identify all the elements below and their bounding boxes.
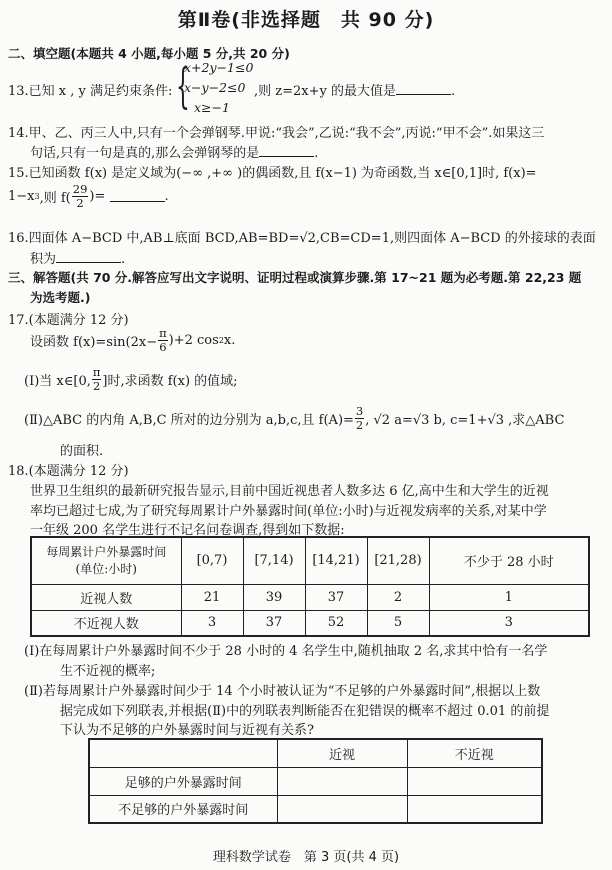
row-label: 近视人数 bbox=[31, 584, 181, 610]
q13-condition-3: x≥−1 bbox=[194, 100, 230, 115]
q15-line-1: 15.已知函数 f(x) 是定义域为(−∞ ,+∞ )的偶函数,且 f(x−1) 为奇函数,当 x∈[0,1]时, f(x)= bbox=[8, 166, 537, 181]
denominator: 2 bbox=[76, 195, 84, 210]
table-row bbox=[31, 584, 589, 610]
numerator: 29 bbox=[72, 182, 88, 196]
denominator: 2 bbox=[355, 417, 364, 432]
column-header: [0,7) bbox=[181, 537, 243, 584]
page-footer: 理科数学试卷 第 3 页(共 4 页) bbox=[212, 850, 400, 865]
q18-part-1-line-2: 生不近视的概率; bbox=[60, 664, 156, 679]
q17-text: , √2 a=√3 b, c=1+√3 ,求△ABC bbox=[365, 412, 565, 428]
section-heading-solutions-2: 为选考题.) bbox=[30, 290, 91, 305]
q17-text: x. bbox=[223, 332, 236, 348]
table-header-label bbox=[31, 537, 181, 584]
q15-end: . bbox=[164, 188, 169, 204]
table-cell: 39 bbox=[243, 584, 305, 610]
q17-part-2 bbox=[24, 405, 564, 431]
q15-line-2 bbox=[8, 183, 169, 209]
q18-part-1-line-1: (Ⅰ)在每周累计户外暴露时间不少于 28 小时的 4 名学生中,随机抽取 2 名,求其中恰有一名学 bbox=[24, 644, 548, 659]
header-label-line-2: (单位:小时) bbox=[75, 561, 137, 576]
contingency-table bbox=[88, 738, 543, 824]
column-header: 近视 bbox=[277, 739, 407, 767]
answer-blank[interactable] bbox=[110, 190, 165, 202]
exponent: 3 bbox=[34, 191, 40, 201]
table-cell: 37 bbox=[305, 584, 367, 610]
exponent: 2 bbox=[218, 335, 224, 345]
column-header: [14,21) bbox=[305, 537, 367, 584]
fraction bbox=[72, 183, 89, 209]
column-header: [21,28) bbox=[367, 537, 429, 584]
q13-end: . bbox=[450, 84, 456, 99]
column-header: 不近视 bbox=[407, 739, 542, 767]
table-cell: 52 bbox=[305, 610, 367, 636]
row-label: 不足够的户外暴露时间 bbox=[89, 795, 277, 823]
column-header bbox=[89, 739, 277, 767]
numerator: 3 bbox=[355, 404, 364, 418]
q16-line-2: 积为 bbox=[30, 252, 57, 267]
q17-header: 17.(本题满分 12 分) bbox=[8, 313, 129, 328]
q16-end: . bbox=[121, 252, 126, 267]
q17-text: (Ⅰ)当 x∈[0, bbox=[24, 373, 91, 389]
q18-part-2-line-3: 下认为不足够的户外暴露时间与近视有关系? bbox=[60, 723, 314, 738]
numerator: π bbox=[159, 326, 167, 340]
q17-text: 设函数 f(x)=sin(2x− bbox=[30, 334, 158, 350]
q18-intro-3: 一年级 200 名学生进行不记名问卷调查,得到如下数据: bbox=[30, 523, 345, 538]
q18-intro-2: 率均已超过七成,为了研究每周累计户外暴露时间(单位:小时)与近视发病率的关系,对某中学 bbox=[30, 504, 547, 519]
fraction bbox=[92, 366, 102, 392]
answer-cell[interactable] bbox=[407, 795, 542, 823]
q15-text: )= bbox=[89, 188, 106, 204]
table-header-row bbox=[31, 537, 589, 584]
table-row bbox=[31, 610, 589, 636]
fraction bbox=[355, 405, 364, 431]
page-title: 第Ⅱ卷(非选择题 共 90 分) bbox=[177, 9, 435, 31]
denominator: 6 bbox=[159, 339, 167, 354]
q13-prefix: 13.已知 x , y 满足约束条件: bbox=[8, 84, 173, 99]
section-heading-fill-in: 二、填空题(本题共 4 小题,每小题 5 分,共 20 分) bbox=[8, 46, 290, 61]
q13-condition-1: x+2y−1≤0 bbox=[184, 60, 254, 75]
q16-line-1: 16.四面体 A−BCD 中,AB⊥底面 BCD,AB=BD=√2,CB=CD=1,则四面体 A−BCD 的外接球的表面 bbox=[8, 231, 596, 246]
header-label-line-1: 每周累计户外暴露时间 bbox=[46, 544, 167, 559]
q13-suffix: ,则 z=2x+y 的最大值是 bbox=[254, 84, 396, 99]
answer-blank[interactable] bbox=[396, 83, 451, 95]
column-header: [7,14) bbox=[243, 537, 305, 584]
denominator: 2 bbox=[92, 378, 101, 393]
q18-part-2-line-2: 据完成如下列联表,并根据(Ⅱ)中的列联表判断能否在犯错误的概率不超过 0.01 的前提 bbox=[60, 704, 550, 719]
table-row bbox=[89, 795, 542, 823]
table-cell: 3 bbox=[181, 610, 243, 636]
column-header: 不少于 28 小时 bbox=[429, 537, 589, 584]
fraction bbox=[158, 327, 168, 353]
row-label: 不近视人数 bbox=[31, 610, 181, 636]
table-cell: 21 bbox=[181, 584, 243, 610]
q13-condition-2: x−y−2≤0 bbox=[184, 80, 246, 95]
q17-function bbox=[30, 327, 235, 353]
table-cell: 1 bbox=[429, 584, 589, 610]
q14-line-1: 14.甲、乙、丙三人中,只有一个会弹钢琴.甲说:“我会”,乙说:“我不会”,丙说:“甲不会”.如果这三 bbox=[8, 126, 545, 141]
answer-cell[interactable] bbox=[277, 767, 407, 795]
brace-icon: { bbox=[176, 58, 190, 114]
section-heading-solutions: 三、解答题(共 70 分.解答应写出文字说明、证明过程或演算步骤.第 17~21 题为必考题.第 22,23 题 bbox=[8, 270, 582, 285]
q17-text: ]时,求函数 f(x) 的值域; bbox=[102, 373, 238, 389]
exposure-data-table bbox=[30, 536, 590, 637]
q15-text: ,则 f( bbox=[39, 190, 71, 206]
answer-cell[interactable] bbox=[277, 795, 407, 823]
table-cell: 37 bbox=[243, 610, 305, 636]
table-row bbox=[89, 767, 542, 795]
answer-cell[interactable] bbox=[407, 767, 542, 795]
q17-part-2-line-2: 的面积. bbox=[60, 444, 104, 459]
answer-blank[interactable] bbox=[56, 251, 121, 263]
row-label: 足够的户外暴露时间 bbox=[89, 767, 277, 795]
q14-end: . bbox=[314, 146, 319, 161]
q18-header: 18.(本题满分 12 分) bbox=[8, 464, 129, 479]
table-cell: 3 bbox=[429, 610, 589, 636]
q17-part-1 bbox=[24, 366, 238, 392]
table-header-row bbox=[89, 739, 542, 767]
table-cell: 5 bbox=[367, 610, 429, 636]
answer-blank[interactable] bbox=[259, 145, 314, 157]
q15-text: 1−x bbox=[8, 188, 35, 204]
q14-line-2: 句话,只有一句是真的,那么会弹钢琴的是 bbox=[30, 146, 260, 161]
q17-text: )+2 cos bbox=[168, 332, 219, 348]
numerator: π bbox=[92, 365, 101, 379]
q17-text: (Ⅱ)△ABC 的内角 A,B,C 所对的边分别为 a,b,c,且 f(A)= bbox=[24, 412, 354, 428]
table-cell: 2 bbox=[367, 584, 429, 610]
q18-intro-1: 世界卫生组织的最新研究报告显示,目前中国近视患者人数多达 6 亿,高中生和大学生的近视 bbox=[30, 484, 549, 499]
q18-part-2-line-1: (Ⅱ)若每周累计户外暴露时间少于 14 个小时被认证为“不足够的户外暴露时间”,根据以上数 bbox=[24, 684, 541, 699]
